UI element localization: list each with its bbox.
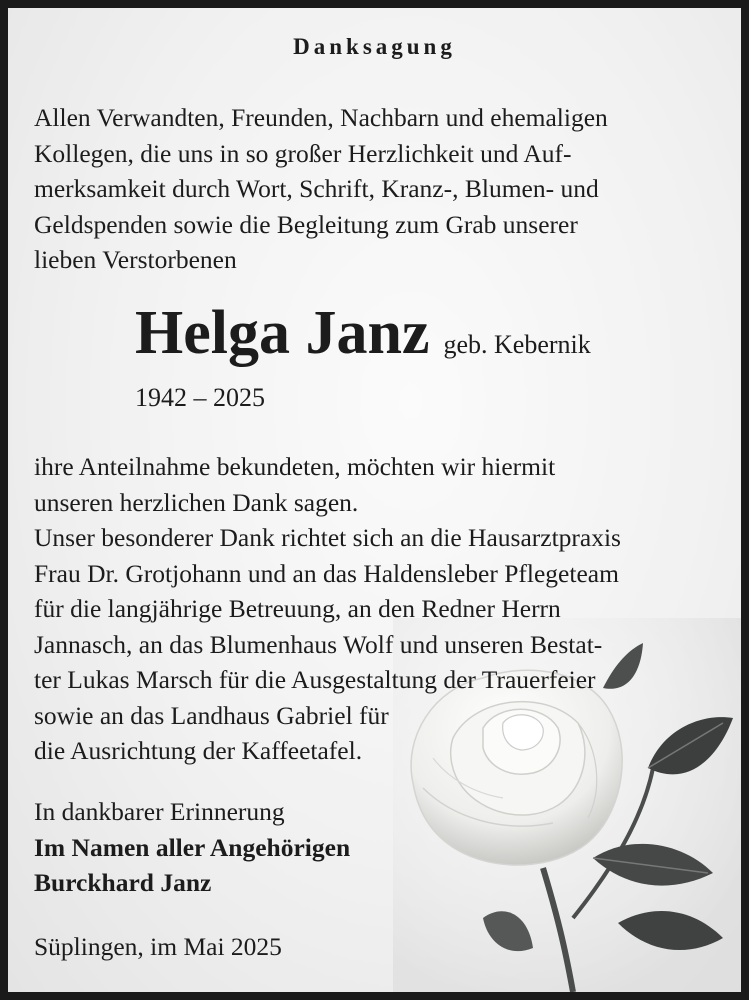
- text-line: die Ausrichtung der Kaffeetafel.: [34, 736, 363, 765]
- text-line: merksamkeit durch Wort, Schrift, Kranz-, Blumen- und: [34, 174, 599, 203]
- on-behalf-line: Im Namen aller Angehörigen: [34, 832, 351, 862]
- text-line: Geldspenden sowie die Begleitung zum Grab unserer: [34, 209, 578, 239]
- maiden-name: geb. Kebernik: [443, 330, 591, 359]
- text-line: Allen Verwandten, Freunden, Nachbarn und ehemaligen: [34, 103, 608, 132]
- notice-heading: Danksagung: [293, 34, 456, 59]
- deceased-name-row: [135, 298, 591, 369]
- intro-paragraph: [34, 100, 714, 278]
- text-line: unseren herzlichen Dank sagen.: [34, 487, 359, 517]
- memory-line: In dankbarer Erinnerung: [34, 797, 285, 826]
- text-line: Frau Dr. Grotjohann und an das Haldensleber Pflegeteam: [34, 558, 619, 588]
- text-line: Unser besonderer Dank richtet sich an die Hausarztpraxis: [34, 523, 621, 552]
- deceased-name: Helga Janz: [135, 299, 430, 367]
- text-line: für die langjährige Betreuung, an den Redner Herrn: [34, 594, 561, 623]
- place-date: Süplingen, im Mai 2025: [34, 932, 282, 961]
- signer-name: Burckhard Janz: [34, 868, 212, 897]
- closing-block: [34, 794, 350, 901]
- text-line: ter Lukas Marsch für die Ausgestaltung der Trauerfeier: [34, 665, 596, 694]
- life-dates: 1942 – 2025: [135, 383, 265, 412]
- text-line: lieben Verstorbenen: [34, 245, 237, 274]
- text-line: Kollegen, die uns in so großer Herzlichkeit und Auf-: [34, 138, 572, 168]
- thanks-paragraph: [34, 449, 714, 769]
- text-line: Jannasch, an das Blumenhaus Wolf und unseren Bestat-: [34, 629, 603, 659]
- text-line: sowie an das Landhaus Gabriel für: [34, 700, 389, 730]
- obituary-notice: [8, 8, 741, 992]
- text-line: ihre Anteilnahme bekundeten, möchten wir hiermit: [34, 452, 556, 481]
